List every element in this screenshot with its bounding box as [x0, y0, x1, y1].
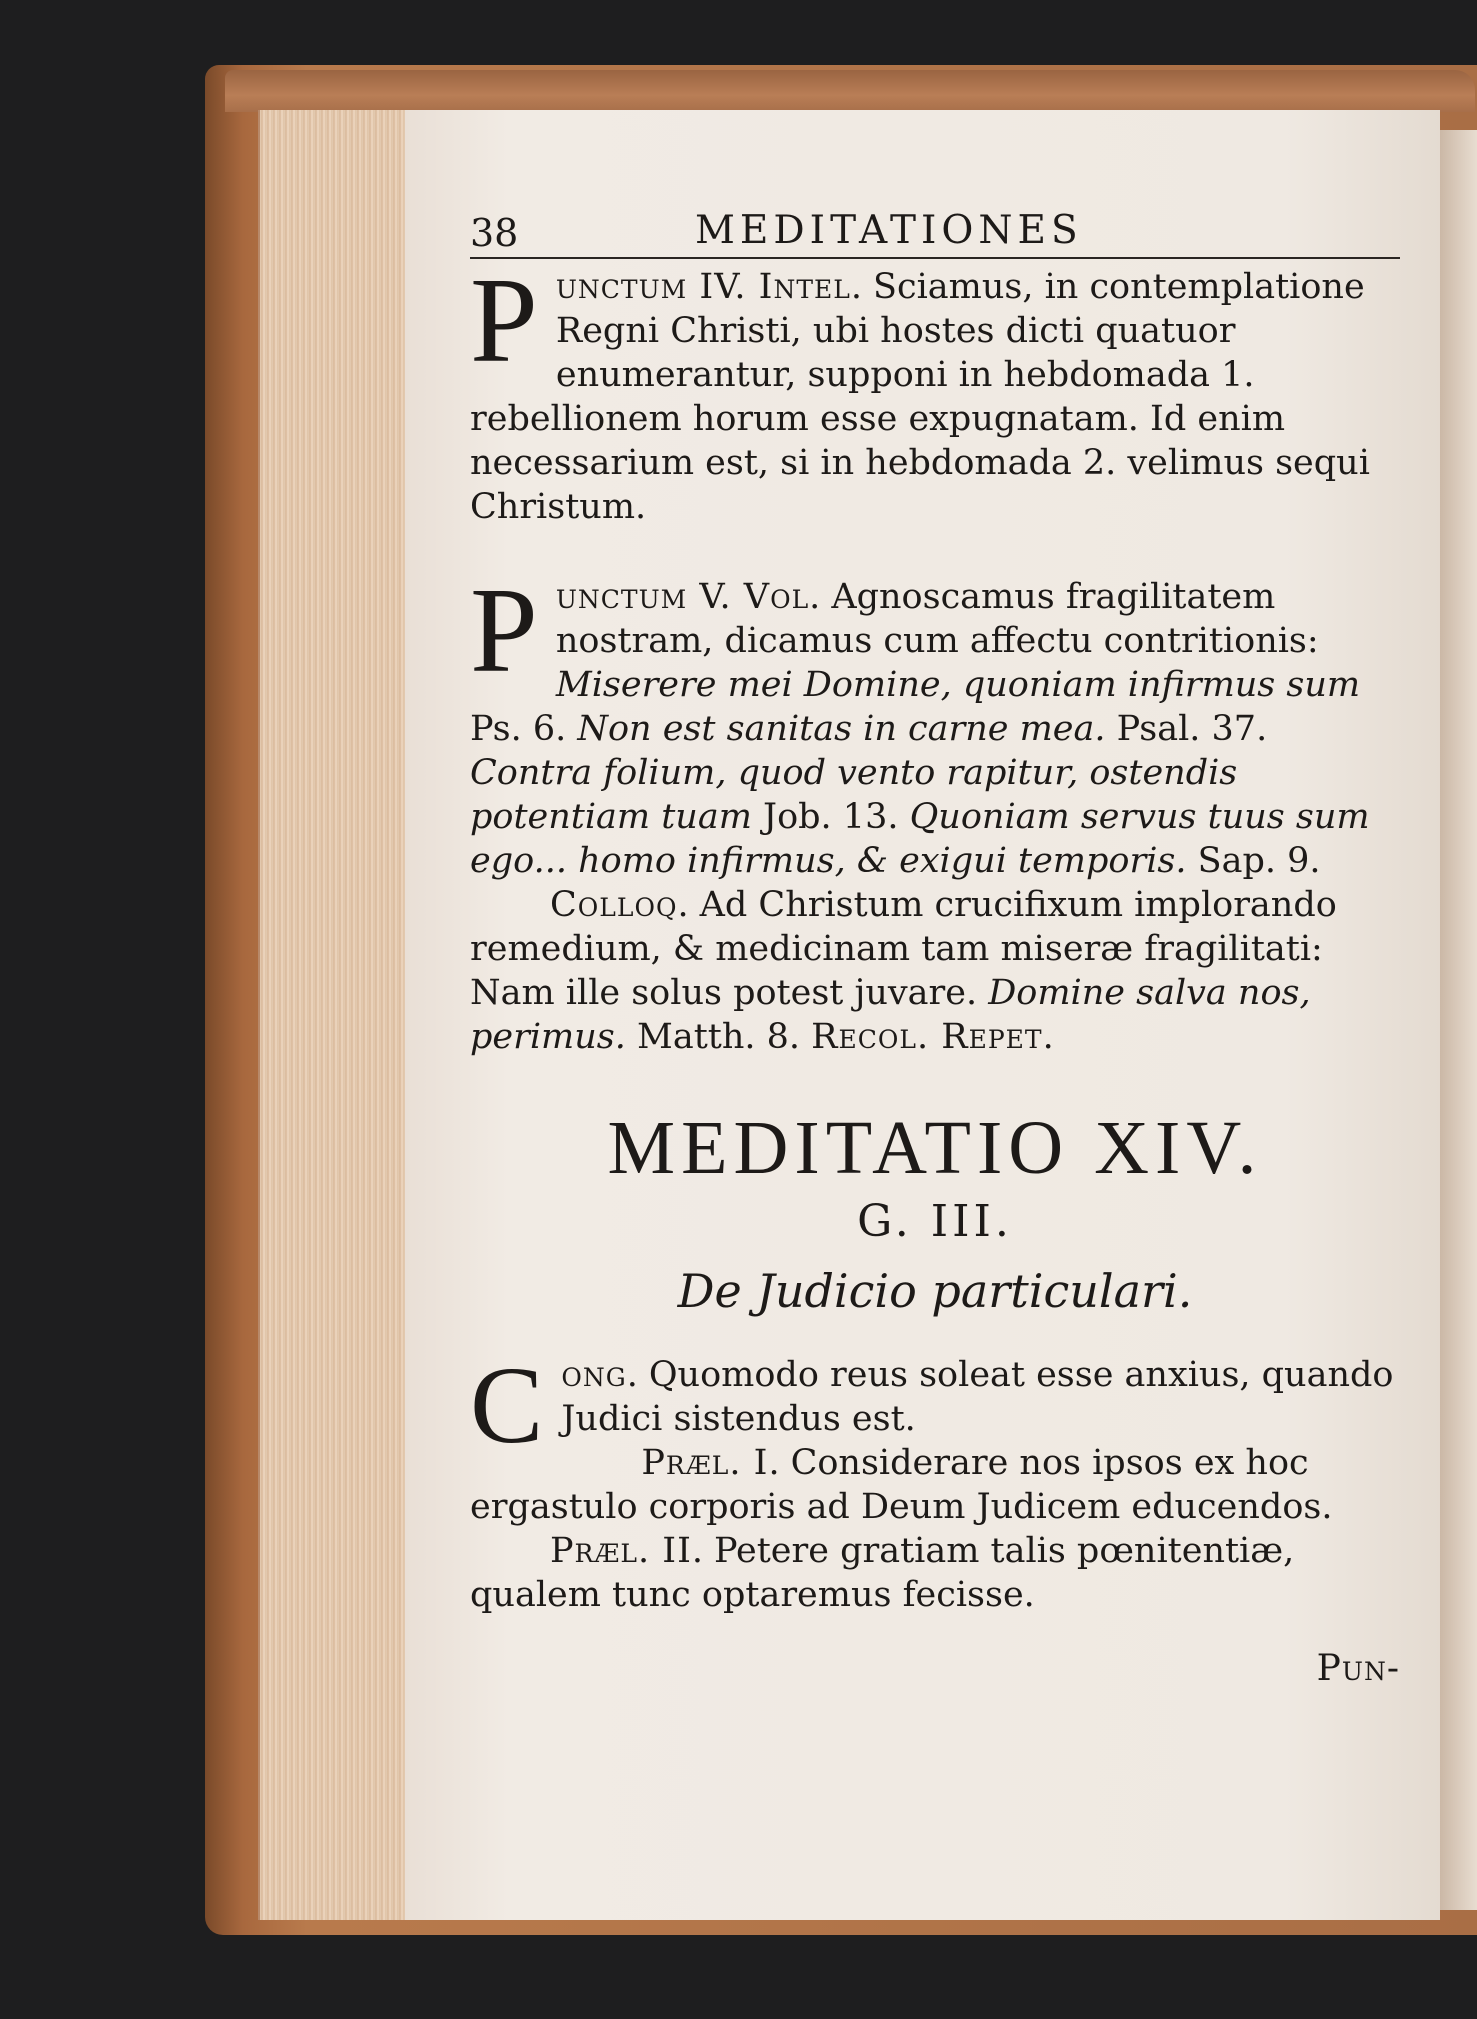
scripture-quote: Contra folium, quod vento rapitur, ostendis potentiam tuam [470, 753, 1238, 837]
meditation-title: MEDITATIO XIV. [607, 1106, 1263, 1190]
paragraph-text: Agnoscamus fragilitatem nostram, dicamus cum affectu contritionis: [555, 577, 1319, 661]
facing-page-edge [1440, 130, 1477, 1910]
page-content [470, 205, 1400, 1691]
scripture-reference: Sap. 9. [1197, 841, 1321, 881]
paragraph-text: Petere gratiam talis pœnitentiæ, qualem tunc optaremus fecisse. [470, 1531, 1295, 1615]
section-label: unctum IV. Intel. [555, 267, 863, 307]
section-label: Præl. II. [550, 1531, 705, 1571]
colloquium-paragraph [470, 883, 1400, 1059]
book-cover-top-edge [225, 70, 1475, 112]
scripture-reference: Matth. 8. [637, 1017, 801, 1057]
drop-cap: P [470, 253, 538, 388]
paragraph-text: Ad Christum crucifixum implorando remedium, & medicinam tam miseræ fragilitati: Nam ille solus potest juvare. [470, 885, 1337, 1013]
meditation-heading: De Judicio particulari. [677, 1264, 1193, 1318]
scripture-quote: Quoniam servus tuus sum ego... homo infirmus, & exigui temporis. [470, 797, 1370, 881]
praeludium-ii-paragraph [470, 1529, 1400, 1617]
section-label: ong. [561, 1355, 639, 1395]
scripture-quote: Non est sanitas in carne mea. [577, 709, 1106, 749]
scripture-reference: Psal. 37. [1116, 709, 1268, 749]
scripture-quote: Domine salva nos, perimus. [470, 973, 1311, 1057]
running-head: MEDITATIONES [695, 208, 1083, 253]
page-header [470, 205, 1400, 259]
drop-cap: C [470, 1344, 544, 1466]
closing-label: Recol. Repet. [811, 1017, 1055, 1057]
drop-cap: P [470, 563, 538, 698]
section-label: Præl. I. [641, 1443, 781, 1483]
scripture-quote: Miserere mei Domine, quoniam infirmus sum [555, 665, 1361, 705]
paragraph-text: Considerare nos ipsos ex hoc ergastulo corporis ad Deum Judicem educendos. [470, 1443, 1333, 1527]
catchword: Pun- [1316, 1648, 1400, 1689]
section-label: Colloq. [550, 885, 690, 925]
praeludium-i-paragraph [470, 1441, 1400, 1529]
paragraph-text: Sciamus, in contemplatione Regni Christi, ubi hostes dicti quatuor enumerantur, supponi in hebdomada 1. rebellionem horum esse expugnatam. Id enim necessarium est, si in hebdomada 2. velimus sequi Christum. [470, 267, 1370, 527]
page-edges [258, 110, 410, 1920]
section-label: unctum V. Vol. [555, 577, 822, 617]
paragraph-text: Quomodo reus soleat esse anxius, quando Judici sistendus est. [561, 1355, 1394, 1439]
scripture-reference: Job. 13. [763, 797, 899, 837]
page-number: 38 [470, 211, 519, 255]
meditation-subtitle: G. III. [857, 1196, 1013, 1247]
punctum-v-paragraph [470, 563, 1400, 883]
scripture-reference: Ps. 6. [470, 709, 567, 749]
punctum-iv-paragraph [470, 253, 1400, 529]
